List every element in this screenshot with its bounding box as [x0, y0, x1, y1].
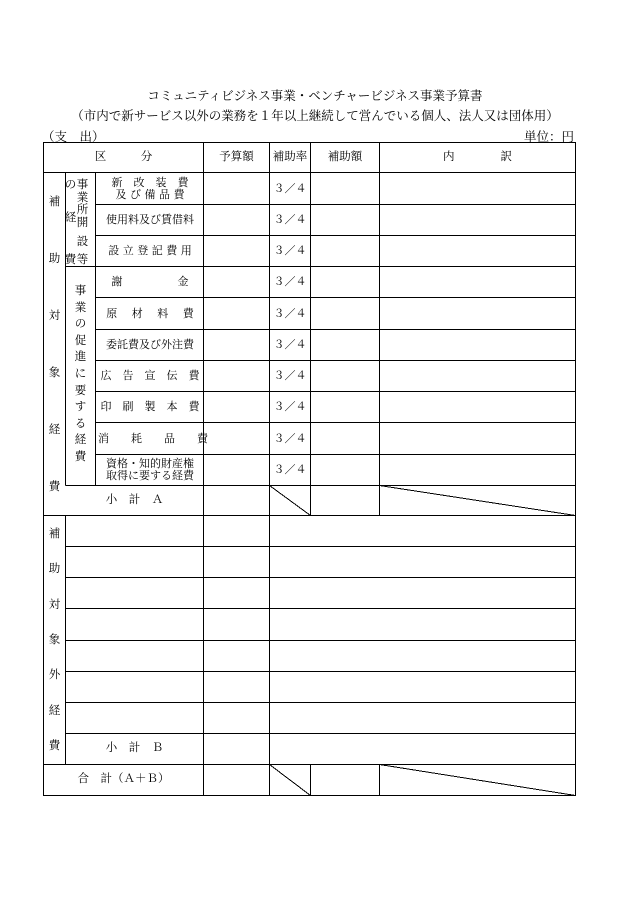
- office-group-char: 等: [76, 252, 89, 266]
- expense-item-label: 使用料及び賃借料: [106, 213, 194, 226]
- non-subsidized-group-char: 対: [48, 596, 61, 611]
- expense-item-label: 謝 金: [111, 275, 189, 288]
- office-group-char: 経: [64, 210, 77, 224]
- promo-group-char: 費: [74, 448, 87, 463]
- expense-item-label: 委託費及び外注費: [106, 338, 194, 351]
- subsidy-rate: ３／４: [273, 181, 307, 195]
- promo-group-char: る: [74, 415, 87, 430]
- non-subsidized-group-char: 費: [48, 738, 61, 753]
- column-header-detail: 内 訳: [443, 149, 512, 163]
- document-title: コミュニティビジネス事業・ベンチャービジネス事業予算書: [147, 88, 483, 103]
- promo-group-char: 進: [74, 349, 87, 364]
- promo-group-char: 経: [74, 432, 87, 447]
- section-label: （支 出）: [42, 129, 105, 144]
- subsidized-group-char: 経: [48, 421, 61, 436]
- office-group-char: 設: [76, 234, 89, 248]
- subtotal-b-label: 小 計 Ｂ: [105, 740, 164, 754]
- expense-item-label: 広 告 宣 伝 費: [100, 369, 200, 382]
- expense-item-label: 取得に要する経費: [106, 469, 194, 482]
- subsidy-rate: ３／４: [273, 400, 307, 413]
- office-group-char: 業: [76, 190, 89, 204]
- promo-group-char: に: [74, 366, 87, 380]
- subsidy-rate: ３／４: [273, 338, 307, 351]
- subsidy-rate: ３／４: [273, 275, 307, 288]
- office-group-char: 費: [64, 252, 77, 266]
- non-subsidized-group-char: 象: [48, 632, 61, 646]
- subsidized-group-char: 象: [48, 364, 61, 379]
- subsidy-rate: ３／４: [273, 431, 307, 445]
- document-subtitle: （市内で新サービス以外の業務を１年以上継続して営んでいる個人、法人又は団体用）: [71, 108, 559, 123]
- subsidy-rate: ３／４: [273, 213, 307, 226]
- non-subsidized-group-char: 助: [48, 561, 61, 576]
- subsidized-group-char: 対: [48, 307, 61, 322]
- expense-item-label: 設 立 登 記 費 用: [108, 244, 192, 257]
- subsidy-rate: ３／４: [273, 244, 307, 257]
- column-header-budget: 予算額: [219, 149, 254, 163]
- office-group-char: 開: [76, 215, 89, 229]
- expense-item-label: 資格・知的財産権: [106, 457, 194, 470]
- non-subsidized-group-char: 補: [48, 525, 61, 540]
- unit-label: 単位：円: [523, 129, 574, 144]
- promo-group-char: の: [74, 316, 87, 331]
- promo-group-char: 促: [74, 332, 87, 347]
- expense-item-label: 新 改 装 費: [111, 175, 189, 189]
- column-header-rate: 補助率: [272, 149, 308, 163]
- subsidized-group-char: 費: [48, 478, 61, 493]
- promo-group-char: 事: [74, 283, 87, 298]
- non-subsidized-group-char: 外: [48, 667, 61, 682]
- non-subsidized-group-char: 経: [48, 702, 61, 717]
- subsidized-group-char: 助: [48, 250, 61, 265]
- subtotal-a-label: 小 計 Ａ: [105, 492, 164, 506]
- office-group-char: 事: [76, 177, 89, 191]
- office-group-char: の: [64, 177, 77, 191]
- expense-item-label: 消 耗 品 費: [98, 431, 208, 445]
- subsidy-rate: ３／４: [273, 306, 307, 320]
- promo-group-char: 要: [74, 382, 87, 397]
- promo-group-char: 業: [74, 299, 87, 314]
- office-group-char: 所: [76, 202, 89, 216]
- subsidized-group-char: 補: [48, 193, 61, 208]
- subsidy-rate: ３／４: [273, 463, 307, 476]
- subsidy-rate: ３／４: [273, 369, 307, 382]
- expense-item-label: 印 刷 製 本 費: [100, 400, 200, 413]
- column-header-subsidy: 補助額: [327, 149, 363, 163]
- total-label: 合 計（Ａ＋Ｂ）: [77, 771, 170, 785]
- promo-group-char: す: [74, 399, 87, 414]
- expense-item-label: 原 材 料 費: [106, 306, 194, 320]
- column-header-category: 区 分: [94, 149, 153, 163]
- expense-item-label: 及 び 備 品 費: [115, 187, 185, 201]
